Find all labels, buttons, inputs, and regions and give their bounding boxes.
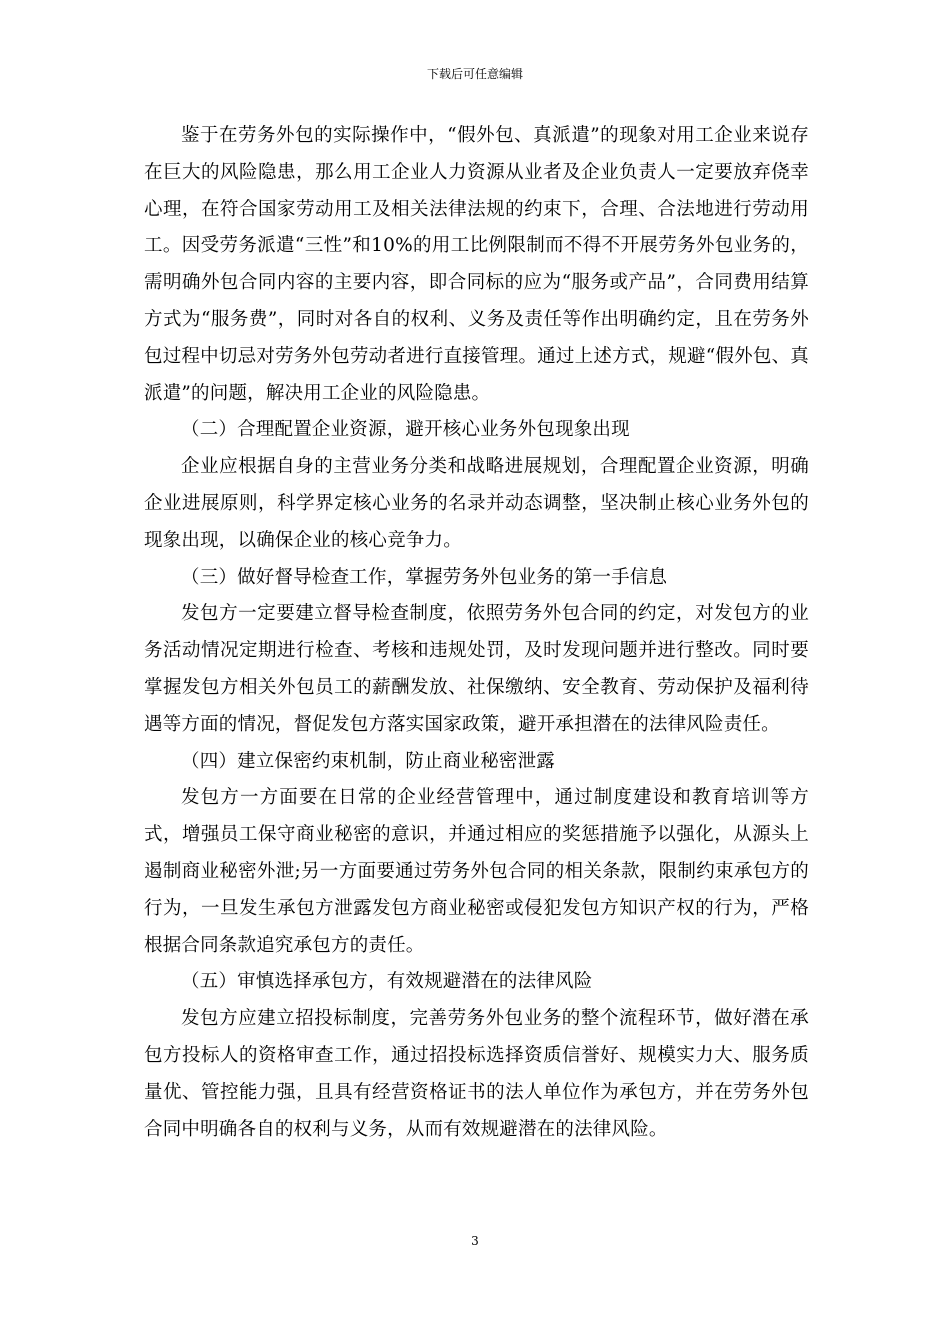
section-heading: （五）审慎选择承包方，有效规避潜在的法律风险: [181, 971, 593, 993]
page-number: 3: [471, 1234, 479, 1248]
document-body: [144, 118, 809, 1148]
section-heading: （四）建立保密约束机制，防止商业秘密泄露: [181, 750, 556, 772]
body-paragraph: 鉴于在劳务外包的实际操作中，“假外包、真派遣”的现象对用工企业来说存在巨大的风险隐患，那么用工企业人力资源从业者及企业负责人一定要放弃侥幸心理，在符合国家劳动用工及相关法律法规的约束下，合理、合法地进行劳动用工。因受劳务派遣“三性”和10%的用工比例限制而不得不开展劳务外包业务的，需明确外包合同内容的主要内容，即合同标的应为“服务或产品”，合同费用结算方式为“服务费”，同时对各自的权利、义务及责任等作出明确约定，且在劳务外包过程中切忌对劳务外包劳动者进行直接管理。通过上述方式，规避“假外包、真派遣”的问题，解决用工企业的风险隐患。: [144, 125, 809, 404]
body-paragraph: 发包方一方面要在日常的企业经营管理中，通过制度建设和教育培训等方式，增强员工保守商业秘密的意识，并通过相应的奖惩措施予以强化，从源头上遏制商业秘密外泄;另一方面要通过劳务外包合同的相关条款，限制约束承包方的行为，一旦发生承包方泄露发包方商业秘密或侵犯发包方知识产权的行为，严格根据合同条款追究承包方的责任。: [144, 787, 809, 956]
body-paragraph: 发包方应建立招投标制度，完善劳务外包业务的整个流程环节，做好潜在承包方投标人的资格审查工作，通过招投标选择资质信誉好、规模实力大、服务质量优、管控能力强，且具有经营资格证书的法人单位作为承包方，并在劳务外包合同中明确各自的权利与义务，从而有效规避潜在的法律风险。: [144, 1008, 809, 1140]
section-heading: （二）合理配置企业资源，避开核心业务外包现象出现: [181, 419, 630, 441]
body-paragraph: 企业应根据自身的主营业务分类和战略进展规划，合理配置企业资源，明确企业进展原则，科学界定核心业务的名录并动态调整，坚决制止核心业务外包的现象出现，以确保企业的核心竞争力。: [144, 456, 809, 551]
page-header: 下载后可任意编辑: [426, 67, 523, 81]
section-heading: （三）做好督导检查工作，掌握劳务外包业务的第一手信息: [181, 566, 668, 588]
body-paragraph: 发包方一定要建立督导检查制度，依照劳务外包合同的约定，对发包方的业务活动情况定期进行检查、考核和违规处罚，及时发现问题并进行整改。同时要掌握发包方相关外包员工的薪酬发放、社保缴纳、安全教育、劳动保护及福利待遇等方面的情况，督促发包方落实国家政策，避开承担潜在的法律风险责任。: [144, 603, 809, 735]
